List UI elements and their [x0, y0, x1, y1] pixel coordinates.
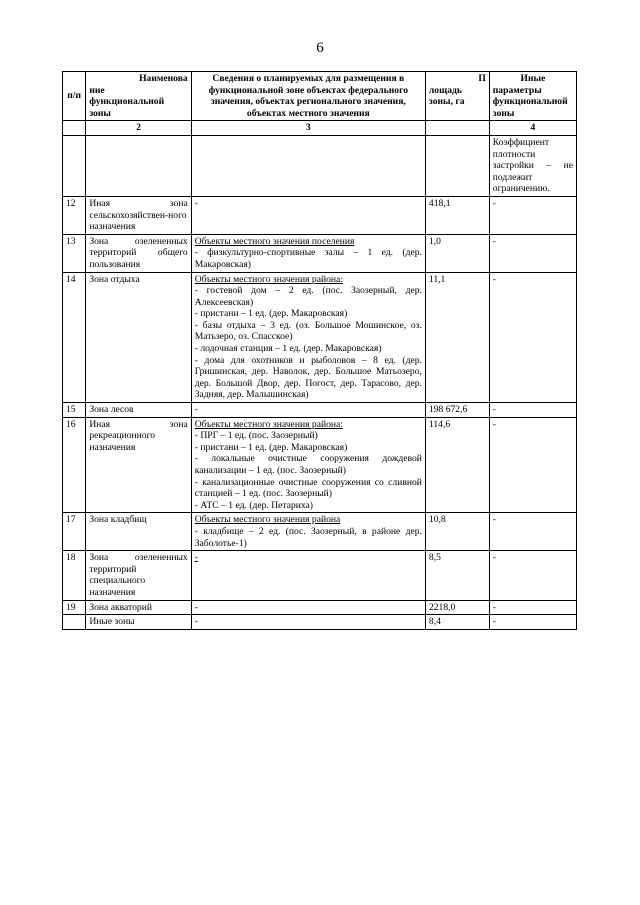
zone-params: -	[489, 234, 576, 272]
zone-objects	[191, 234, 425, 272]
zone-params: -	[489, 417, 576, 513]
header-params-line1: Иные	[520, 73, 546, 84]
column-number-1	[63, 121, 86, 136]
object-item: -	[194, 616, 198, 628]
zone-area: 11,1	[425, 272, 489, 403]
column-number-2: 2	[86, 121, 191, 136]
column-number-4a	[425, 121, 489, 136]
objects-heading: Объекты местного значения поселения	[194, 235, 355, 247]
object-item: - пристани – 1 ед. (дер. Макаровская)	[194, 441, 348, 453]
page-number: 6	[316, 40, 324, 56]
continuation-row	[63, 135, 577, 196]
zone-params: -	[489, 403, 576, 418]
column-number-4: 4	[489, 121, 576, 136]
zone-objects	[191, 600, 425, 615]
header-zone-name-line4: зоны	[89, 107, 111, 119]
object-item: - пристани – 1 ед. (дер. Макаровская)	[194, 308, 348, 320]
zone-area: 418,1	[425, 196, 489, 234]
objects-heading: -	[194, 552, 198, 564]
zone-name: Зона озелененных территорий общего пользования	[86, 234, 191, 272]
header-zone-name-line2: ние	[89, 84, 105, 96]
row-number: 15	[63, 403, 86, 418]
table-row	[63, 417, 577, 513]
object-item: - дома для охотников и рыболовов – 8 ед. (дер. Гришинская, дер. Наволок, дер. Большое Матьозеро, дер. Большой Двор, дер. Погост, дер. Тарасово, дер. Задняя, дер. Малышинская)	[194, 354, 422, 401]
header-objects-label: Сведения о планируемых для размещения в функциональной зоне объектах федерального значения, объектах регионального значения, объектах местного значения	[208, 73, 408, 119]
row-number: 12	[63, 196, 86, 234]
continuation-cell-objects	[191, 135, 425, 196]
header-zone-name-line3: функциональной	[89, 96, 165, 108]
table-row	[63, 196, 577, 234]
header-params	[489, 72, 576, 121]
zone-name: Зона лесов	[86, 403, 191, 418]
row-number	[63, 615, 86, 630]
object-item: - лодочная станция – 1 ед. (дер. Макаровская)	[194, 343, 382, 355]
zone-params: -	[489, 196, 576, 234]
object-item: - канализационные очистные сооружения со сливной станцией – 1 ед. (пос. Заозерный)	[194, 476, 422, 500]
zones-table	[62, 71, 577, 630]
zone-area: 2218,0	[425, 600, 489, 615]
row-number: 18	[63, 551, 86, 600]
zone-name: Зона озелененных территорий специального назначения	[86, 551, 191, 600]
object-item: - физкультурно-спортивные залы – 1 ед. (дер. Макаровская)	[194, 247, 422, 270]
object-item: -	[194, 404, 198, 416]
zone-name: Зона кладбищ	[86, 513, 191, 551]
zone-area: 198 672,6	[425, 403, 489, 418]
column-number-row	[63, 121, 577, 136]
header-params-line4: зоны	[492, 107, 515, 119]
zone-area: 1,0	[425, 234, 489, 272]
header-area-line1: П	[478, 73, 486, 84]
zone-objects	[191, 551, 425, 600]
zone-name: Иные зоны	[86, 615, 191, 630]
object-item: -	[194, 601, 198, 613]
header-params-line2: параметры	[492, 84, 542, 96]
zone-objects	[191, 513, 425, 551]
table-row	[63, 600, 577, 615]
zone-area: 8,4	[425, 615, 489, 630]
zone-objects	[191, 196, 425, 234]
table-row	[63, 272, 577, 403]
objects-heading: Объекты местного значения района:	[194, 418, 343, 430]
zone-objects	[191, 272, 425, 403]
zone-params: -	[489, 600, 576, 615]
continuation-cell-area	[425, 135, 489, 196]
row-number: 19	[63, 600, 86, 615]
table-row	[63, 551, 577, 600]
zone-name: Зона акваторий	[86, 600, 191, 615]
object-item: - локальные очистные сооружения дождевой канализации – 1 ед. (пос. Заозерный)	[194, 453, 422, 476]
continuation-cell-name	[86, 135, 191, 196]
zone-params: -	[489, 272, 576, 403]
header-num	[63, 72, 86, 121]
header-row	[63, 72, 577, 121]
object-item: - кладбище – 2 ед. (пос. Заозерный, в районе дер. Заболотье-1)	[194, 525, 422, 549]
header-area-line2: лощадь	[428, 84, 462, 96]
object-item: - базы отдыха – 3 ед. (оз. Большое Мошинское, оз. Матьзеро, оз. Спасское)	[194, 319, 422, 343]
zone-area: 114,6	[425, 417, 489, 513]
row-number: 17	[63, 513, 86, 551]
zone-area: 8,5	[425, 551, 489, 600]
zone-objects	[191, 615, 425, 630]
object-item: - гостевой дом – 2 ед. (пос. Заозерный, дер. Алексеевская)	[194, 285, 422, 308]
object-item: -	[194, 197, 198, 209]
header-area-line3: зоны, га	[428, 96, 465, 108]
header-params-line3: функциональной	[492, 96, 568, 108]
table-row	[63, 513, 577, 551]
header-objects	[191, 72, 425, 121]
zone-name: Иная зона рекреационного назначения	[86, 417, 191, 513]
zone-params: -	[489, 551, 576, 600]
row-number: 16	[63, 417, 86, 513]
continuation-note: Коэффициент плотности застройки – не подлежит ограничению.	[489, 135, 576, 196]
zone-params: -	[489, 513, 576, 551]
header-num-label: п/п	[67, 90, 82, 102]
objects-heading: Объекты местного значения района:	[194, 273, 343, 285]
zone-objects	[191, 403, 425, 418]
header-zone-name-line1: Наименова	[139, 73, 188, 84]
object-item: - АТС – 1 ед. (дер. Петариха)	[194, 499, 314, 511]
object-item: - ПРГ – 1 ед. (пос. Заозерный)	[194, 430, 318, 442]
table-row	[63, 403, 577, 418]
row-number: 13	[63, 234, 86, 272]
zone-params: -	[489, 615, 576, 630]
continuation-cell-num	[63, 135, 86, 196]
zone-objects	[191, 417, 425, 513]
table-row	[63, 234, 577, 272]
zone-area: 10,8	[425, 513, 489, 551]
row-number: 14	[63, 272, 86, 403]
column-number-3: 3	[191, 121, 425, 136]
zone-name: Зона отдыха	[86, 272, 191, 403]
header-area	[425, 72, 489, 121]
objects-heading: Объекты местного значения района	[194, 514, 341, 526]
header-zone-name	[86, 72, 191, 121]
zone-name: Иная зона сельскохозяйствен-ного назначения	[86, 196, 191, 234]
table-row	[63, 615, 577, 630]
